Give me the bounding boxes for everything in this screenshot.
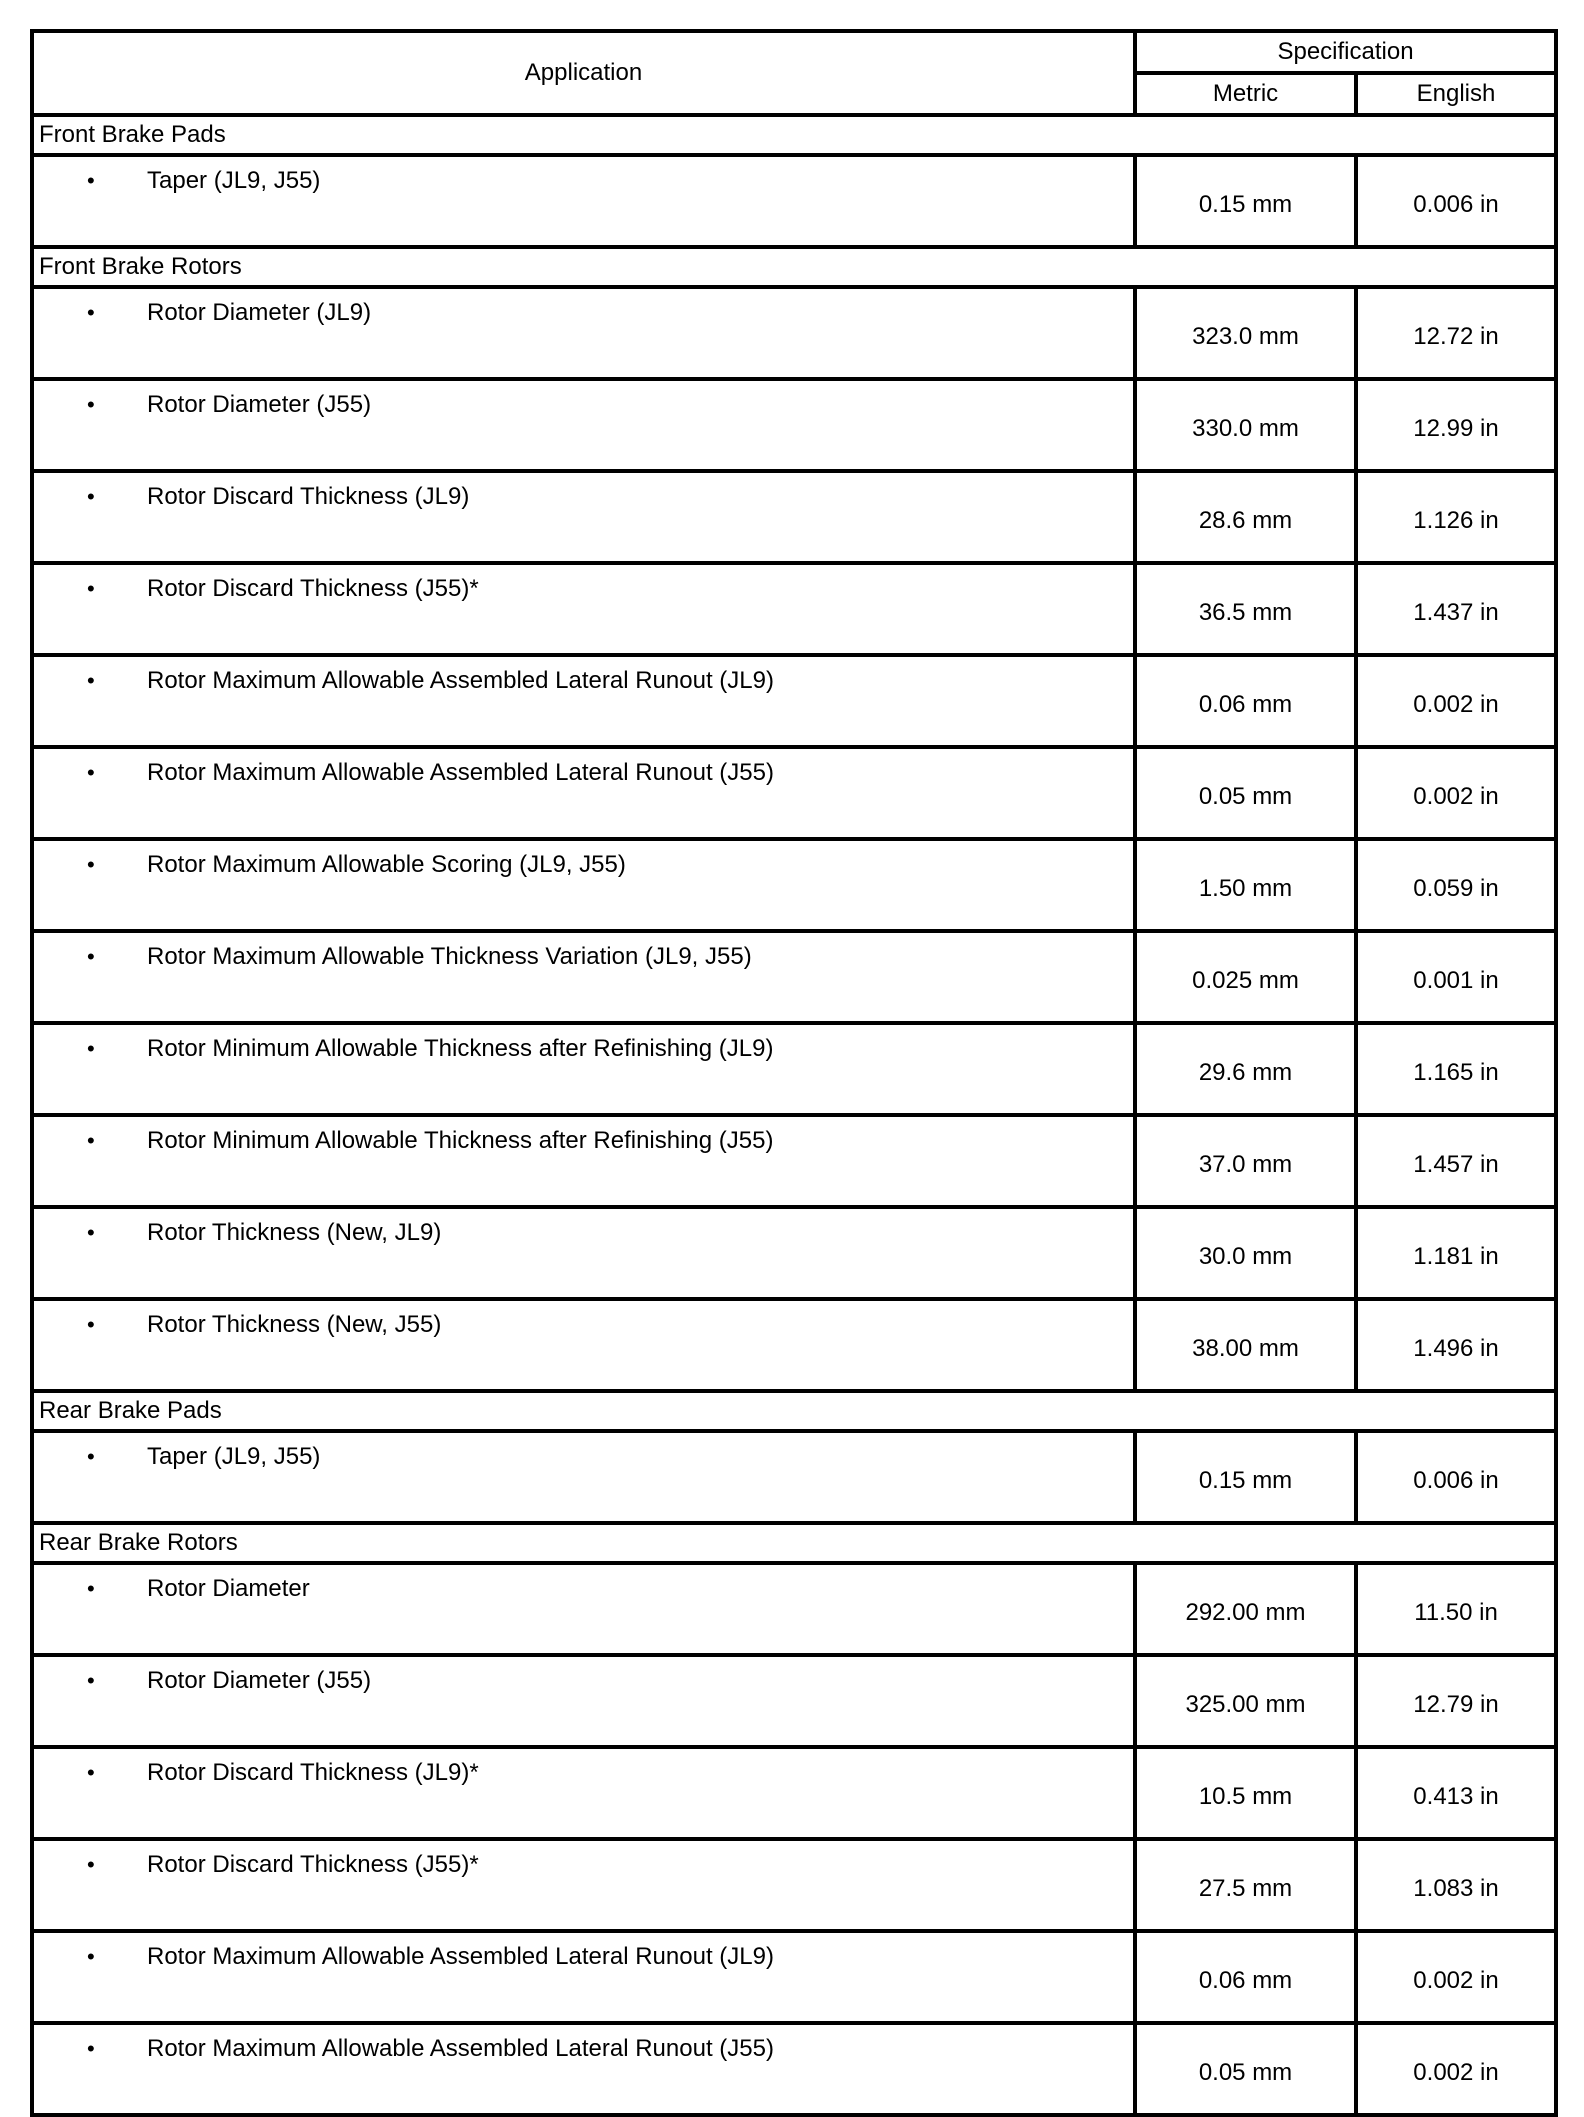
english-value: 0.002 in — [1356, 2023, 1556, 2115]
table-row — [32, 1023, 1556, 1115]
bullet-icon: • — [87, 300, 95, 325]
bullet-icon: • — [87, 1576, 95, 1601]
bullet-icon: • — [87, 1220, 95, 1245]
table-row — [32, 655, 1556, 747]
bullet-icon: • — [87, 760, 95, 785]
table-body — [32, 115, 1556, 2115]
application-cell — [32, 563, 1135, 655]
table-row — [32, 931, 1556, 1023]
application-cell — [32, 1747, 1135, 1839]
application-cell — [32, 155, 1135, 247]
table-row — [32, 1299, 1556, 1391]
item-label: Rotor Minimum Allowable Thickness after Refinishing (JL9) — [147, 1035, 774, 1062]
metric-value: 330.0 mm — [1135, 379, 1356, 471]
bullet-icon: • — [87, 944, 95, 969]
metric-value: 38.00 mm — [1135, 1299, 1356, 1391]
english-value: 12.99 in — [1356, 379, 1556, 471]
application-cell — [32, 471, 1135, 563]
table-row — [32, 1839, 1556, 1931]
english-value: 1.437 in — [1356, 563, 1556, 655]
metric-value: 0.15 mm — [1135, 1431, 1356, 1523]
metric-value: 0.05 mm — [1135, 2023, 1356, 2115]
bullet-icon: • — [87, 1852, 95, 1877]
brake-specification-table — [30, 29, 1558, 2117]
english-value: 1.126 in — [1356, 471, 1556, 563]
table-row — [32, 747, 1556, 839]
application-cell — [32, 1299, 1135, 1391]
bullet-icon: • — [87, 1668, 95, 1693]
item-label: Rotor Discard Thickness (JL9) — [147, 483, 470, 510]
english-value: 1.083 in — [1356, 1839, 1556, 1931]
bullet-icon: • — [87, 1444, 95, 1469]
table-row — [32, 471, 1556, 563]
table-row — [32, 1747, 1556, 1839]
application-cell — [32, 1207, 1135, 1299]
metric-value: 30.0 mm — [1135, 1207, 1356, 1299]
application-header: Application — [32, 31, 1135, 115]
metric-value: 1.50 mm — [1135, 839, 1356, 931]
metric-value: 28.6 mm — [1135, 471, 1356, 563]
metric-value: 0.15 mm — [1135, 155, 1356, 247]
metric-value: 10.5 mm — [1135, 1747, 1356, 1839]
item-label: Rotor Thickness (New, JL9) — [147, 1219, 442, 1246]
bullet-icon: • — [87, 2036, 95, 2061]
item-label: Rotor Maximum Allowable Thickness Variation (JL9, J55) — [147, 943, 752, 970]
metric-value: 292.00 mm — [1135, 1563, 1356, 1655]
english-value: 0.001 in — [1356, 931, 1556, 1023]
table-row — [32, 1655, 1556, 1747]
application-cell — [32, 379, 1135, 471]
application-cell — [32, 1115, 1135, 1207]
item-label: Rotor Thickness (New, J55) — [147, 1311, 442, 1338]
bullet-icon: • — [87, 668, 95, 693]
english-value: 0.006 in — [1356, 155, 1556, 247]
metric-value: 0.05 mm — [1135, 747, 1356, 839]
section-title: Rear Brake Rotors — [32, 1523, 1556, 1563]
english-value: 1.457 in — [1356, 1115, 1556, 1207]
english-value: 0.002 in — [1356, 655, 1556, 747]
table-row — [32, 1563, 1556, 1655]
metric-value: 27.5 mm — [1135, 1839, 1356, 1931]
application-cell — [32, 747, 1135, 839]
item-label: Rotor Discard Thickness (J55)* — [147, 575, 479, 602]
application-cell — [32, 1563, 1135, 1655]
application-cell — [32, 655, 1135, 747]
english-value: 1.181 in — [1356, 1207, 1556, 1299]
bullet-icon: • — [87, 1312, 95, 1337]
metric-value: 29.6 mm — [1135, 1023, 1356, 1115]
application-cell — [32, 287, 1135, 379]
section-title: Front Brake Rotors — [32, 247, 1556, 287]
english-value: 12.72 in — [1356, 287, 1556, 379]
application-cell — [32, 839, 1135, 931]
item-label: Rotor Minimum Allowable Thickness after Refinishing (J55) — [147, 1127, 774, 1154]
table-row — [32, 1115, 1556, 1207]
table-row — [32, 563, 1556, 655]
item-label: Rotor Maximum Allowable Assembled Lateral Runout (JL9) — [147, 667, 774, 694]
item-label: Rotor Maximum Allowable Scoring (JL9, J55) — [147, 851, 626, 878]
table-row — [32, 1207, 1556, 1299]
english-value: 0.059 in — [1356, 839, 1556, 931]
english-header: English — [1356, 73, 1556, 115]
english-value: 1.496 in — [1356, 1299, 1556, 1391]
item-label: Rotor Diameter (J55) — [147, 391, 372, 418]
english-value: 0.002 in — [1356, 1931, 1556, 2023]
bullet-icon: • — [87, 392, 95, 417]
table-row — [32, 1431, 1556, 1523]
english-value: 11.50 in — [1356, 1563, 1556, 1655]
bullet-icon: • — [87, 576, 95, 601]
item-label: Rotor Diameter (JL9) — [147, 299, 372, 326]
metric-value: 325.00 mm — [1135, 1655, 1356, 1747]
section-row — [32, 115, 1556, 155]
metric-value: 0.06 mm — [1135, 1931, 1356, 2023]
english-value: 0.002 in — [1356, 747, 1556, 839]
item-label: Rotor Maximum Allowable Assembled Lateral Runout (J55) — [147, 759, 774, 786]
bullet-icon: • — [87, 1036, 95, 1061]
bullet-icon: • — [87, 852, 95, 877]
table-row — [32, 839, 1556, 931]
application-cell — [32, 1931, 1135, 2023]
bullet-icon: • — [87, 484, 95, 509]
metric-header: Metric — [1135, 73, 1356, 115]
bullet-icon: • — [87, 1128, 95, 1153]
specification-header: Specification — [1135, 31, 1556, 73]
table-header — [32, 31, 1556, 115]
section-row — [32, 247, 1556, 287]
application-cell — [32, 1839, 1135, 1931]
english-value: 0.413 in — [1356, 1747, 1556, 1839]
table-row — [32, 2023, 1556, 2115]
bullet-icon: • — [87, 1944, 95, 1969]
metric-value: 36.5 mm — [1135, 563, 1356, 655]
section-row — [32, 1391, 1556, 1431]
metric-value: 323.0 mm — [1135, 287, 1356, 379]
item-label: Taper (JL9, J55) — [147, 1443, 321, 1470]
item-label: Rotor Maximum Allowable Assembled Lateral Runout (J55) — [147, 2035, 774, 2062]
application-cell — [32, 931, 1135, 1023]
item-label: Rotor Discard Thickness (J55)* — [147, 1851, 479, 1878]
item-label: Rotor Diameter — [147, 1575, 310, 1602]
table-row — [32, 379, 1556, 471]
metric-value: 0.025 mm — [1135, 931, 1356, 1023]
english-value: 12.79 in — [1356, 1655, 1556, 1747]
section-title: Rear Brake Pads — [32, 1391, 1556, 1431]
item-label: Taper (JL9, J55) — [147, 167, 321, 194]
application-cell — [32, 2023, 1135, 2115]
table-row — [32, 155, 1556, 247]
table-row — [32, 287, 1556, 379]
section-title: Front Brake Pads — [32, 115, 1556, 155]
english-value: 1.165 in — [1356, 1023, 1556, 1115]
english-value: 0.006 in — [1356, 1431, 1556, 1523]
item-label: Rotor Maximum Allowable Assembled Lateral Runout (JL9) — [147, 1943, 774, 1970]
application-cell — [32, 1023, 1135, 1115]
item-label: Rotor Diameter (J55) — [147, 1667, 372, 1694]
bullet-icon: • — [87, 1760, 95, 1785]
item-label: Rotor Discard Thickness (JL9)* — [147, 1759, 479, 1786]
metric-value: 0.06 mm — [1135, 655, 1356, 747]
application-cell — [32, 1655, 1135, 1747]
application-cell — [32, 1431, 1135, 1523]
bullet-icon: • — [87, 168, 95, 193]
metric-value: 37.0 mm — [1135, 1115, 1356, 1207]
section-row — [32, 1523, 1556, 1563]
table-row — [32, 1931, 1556, 2023]
